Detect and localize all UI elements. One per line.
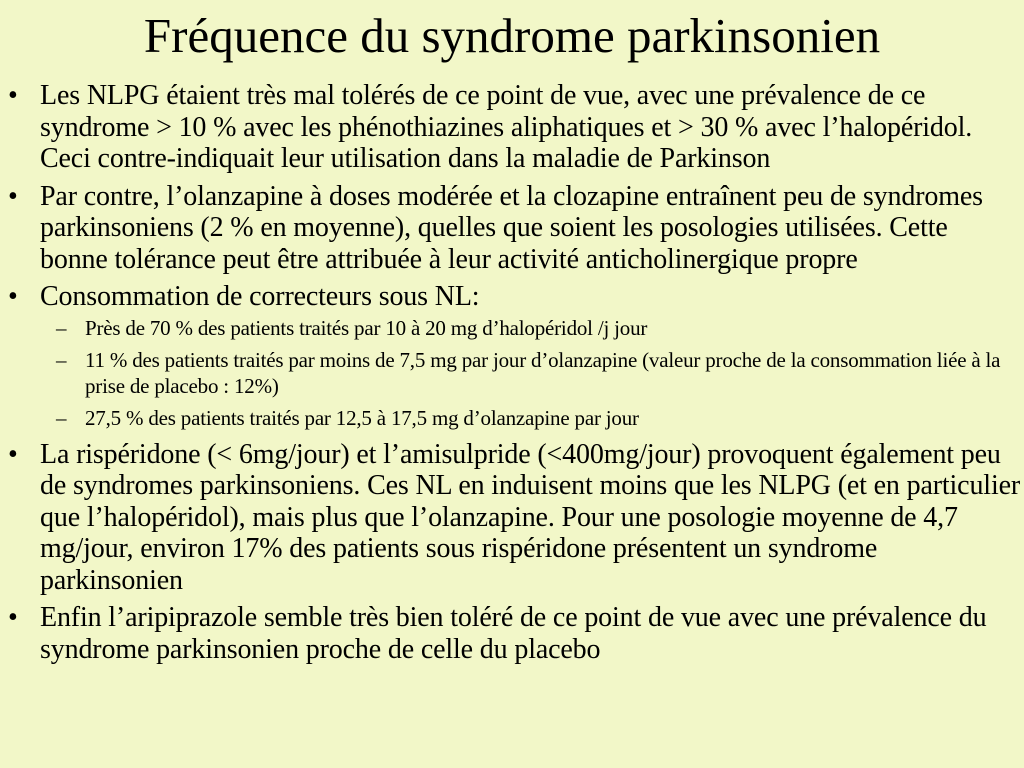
- bullet-item: [0, 439, 1024, 597]
- sub-text: 27,5 % des patients traités par 12,5 à 17,5 mg d’olanzapine par jour: [85, 405, 639, 430]
- sub-text: 11 % des patients traités par moins de 7,5 mg par jour d’olanzapine (valeur proche de la consommation liée à la prise de placebo : 12%): [85, 347, 1001, 398]
- bullet-text: Enfin l’aripiprazole semble très bien toléré de ce point de vue avec une prévalence du syndrome parkinsonien proche de celle du placebo: [40, 602, 987, 665]
- slide-body: [0, 80, 1024, 671]
- bullet-item: [0, 80, 1024, 175]
- bullet-item: [0, 602, 1024, 665]
- sub-item: [0, 405, 1024, 431]
- sub-marker: –: [56, 315, 67, 340]
- sub-text: Près de 70 % des patients traités par 10 à 20 mg d’halopéridol /j jour: [85, 315, 648, 340]
- sub-list: [0, 315, 1024, 431]
- bullet-marker: •: [8, 602, 18, 633]
- sub-marker: –: [56, 347, 67, 372]
- bullet-text: Les NLPG étaient très mal tolérés de ce point de vue, avec une prévalence de ce syndrome > 10 % avec les phénothiazines aliphatiques et > 30 % avec l’halopéridol. Ceci contre-indiquait leur utilisation dans la maladie de Parkinson: [40, 80, 973, 174]
- sub-item: [0, 347, 1024, 399]
- sub-marker: –: [56, 405, 67, 430]
- slide-title: Fréquence du syndrome parkinsonien: [143, 8, 881, 63]
- bullet-marker: •: [8, 438, 18, 470]
- bullet-item: [0, 181, 1024, 276]
- bullet-marker: •: [8, 180, 18, 212]
- bullet-text: Consommation de correcteurs sous NL:: [40, 281, 480, 312]
- bullet-marker: •: [8, 80, 18, 111]
- bullet-item: [0, 281, 1024, 313]
- sub-item: [0, 315, 1024, 341]
- bullet-text: Par contre, l’olanzapine à doses modérée et la clozapine entraînent peu de syndromes parkinsoniens (2 % en moyenne), quelles que soient les posologies utilisées. Cette bonne tolérance peut être attribuée à leur activité anticholinergique propre: [40, 180, 983, 275]
- bullet-text: La rispéridone (< 6mg/jour) et l’amisulpride (<400mg/jour) provoquent également peu de syndromes parkinsoniens. Ces NL en induisent moins que les NLPG (et en particulier que l’halopéridol), mais plus que l’olanzapine. Pour une posologie moyenne de 4,7 mg/jour, environ 17% des patients sous rispéridone présentent un syndrome parkinsonien: [40, 438, 1021, 596]
- bullet-marker: •: [8, 281, 18, 312]
